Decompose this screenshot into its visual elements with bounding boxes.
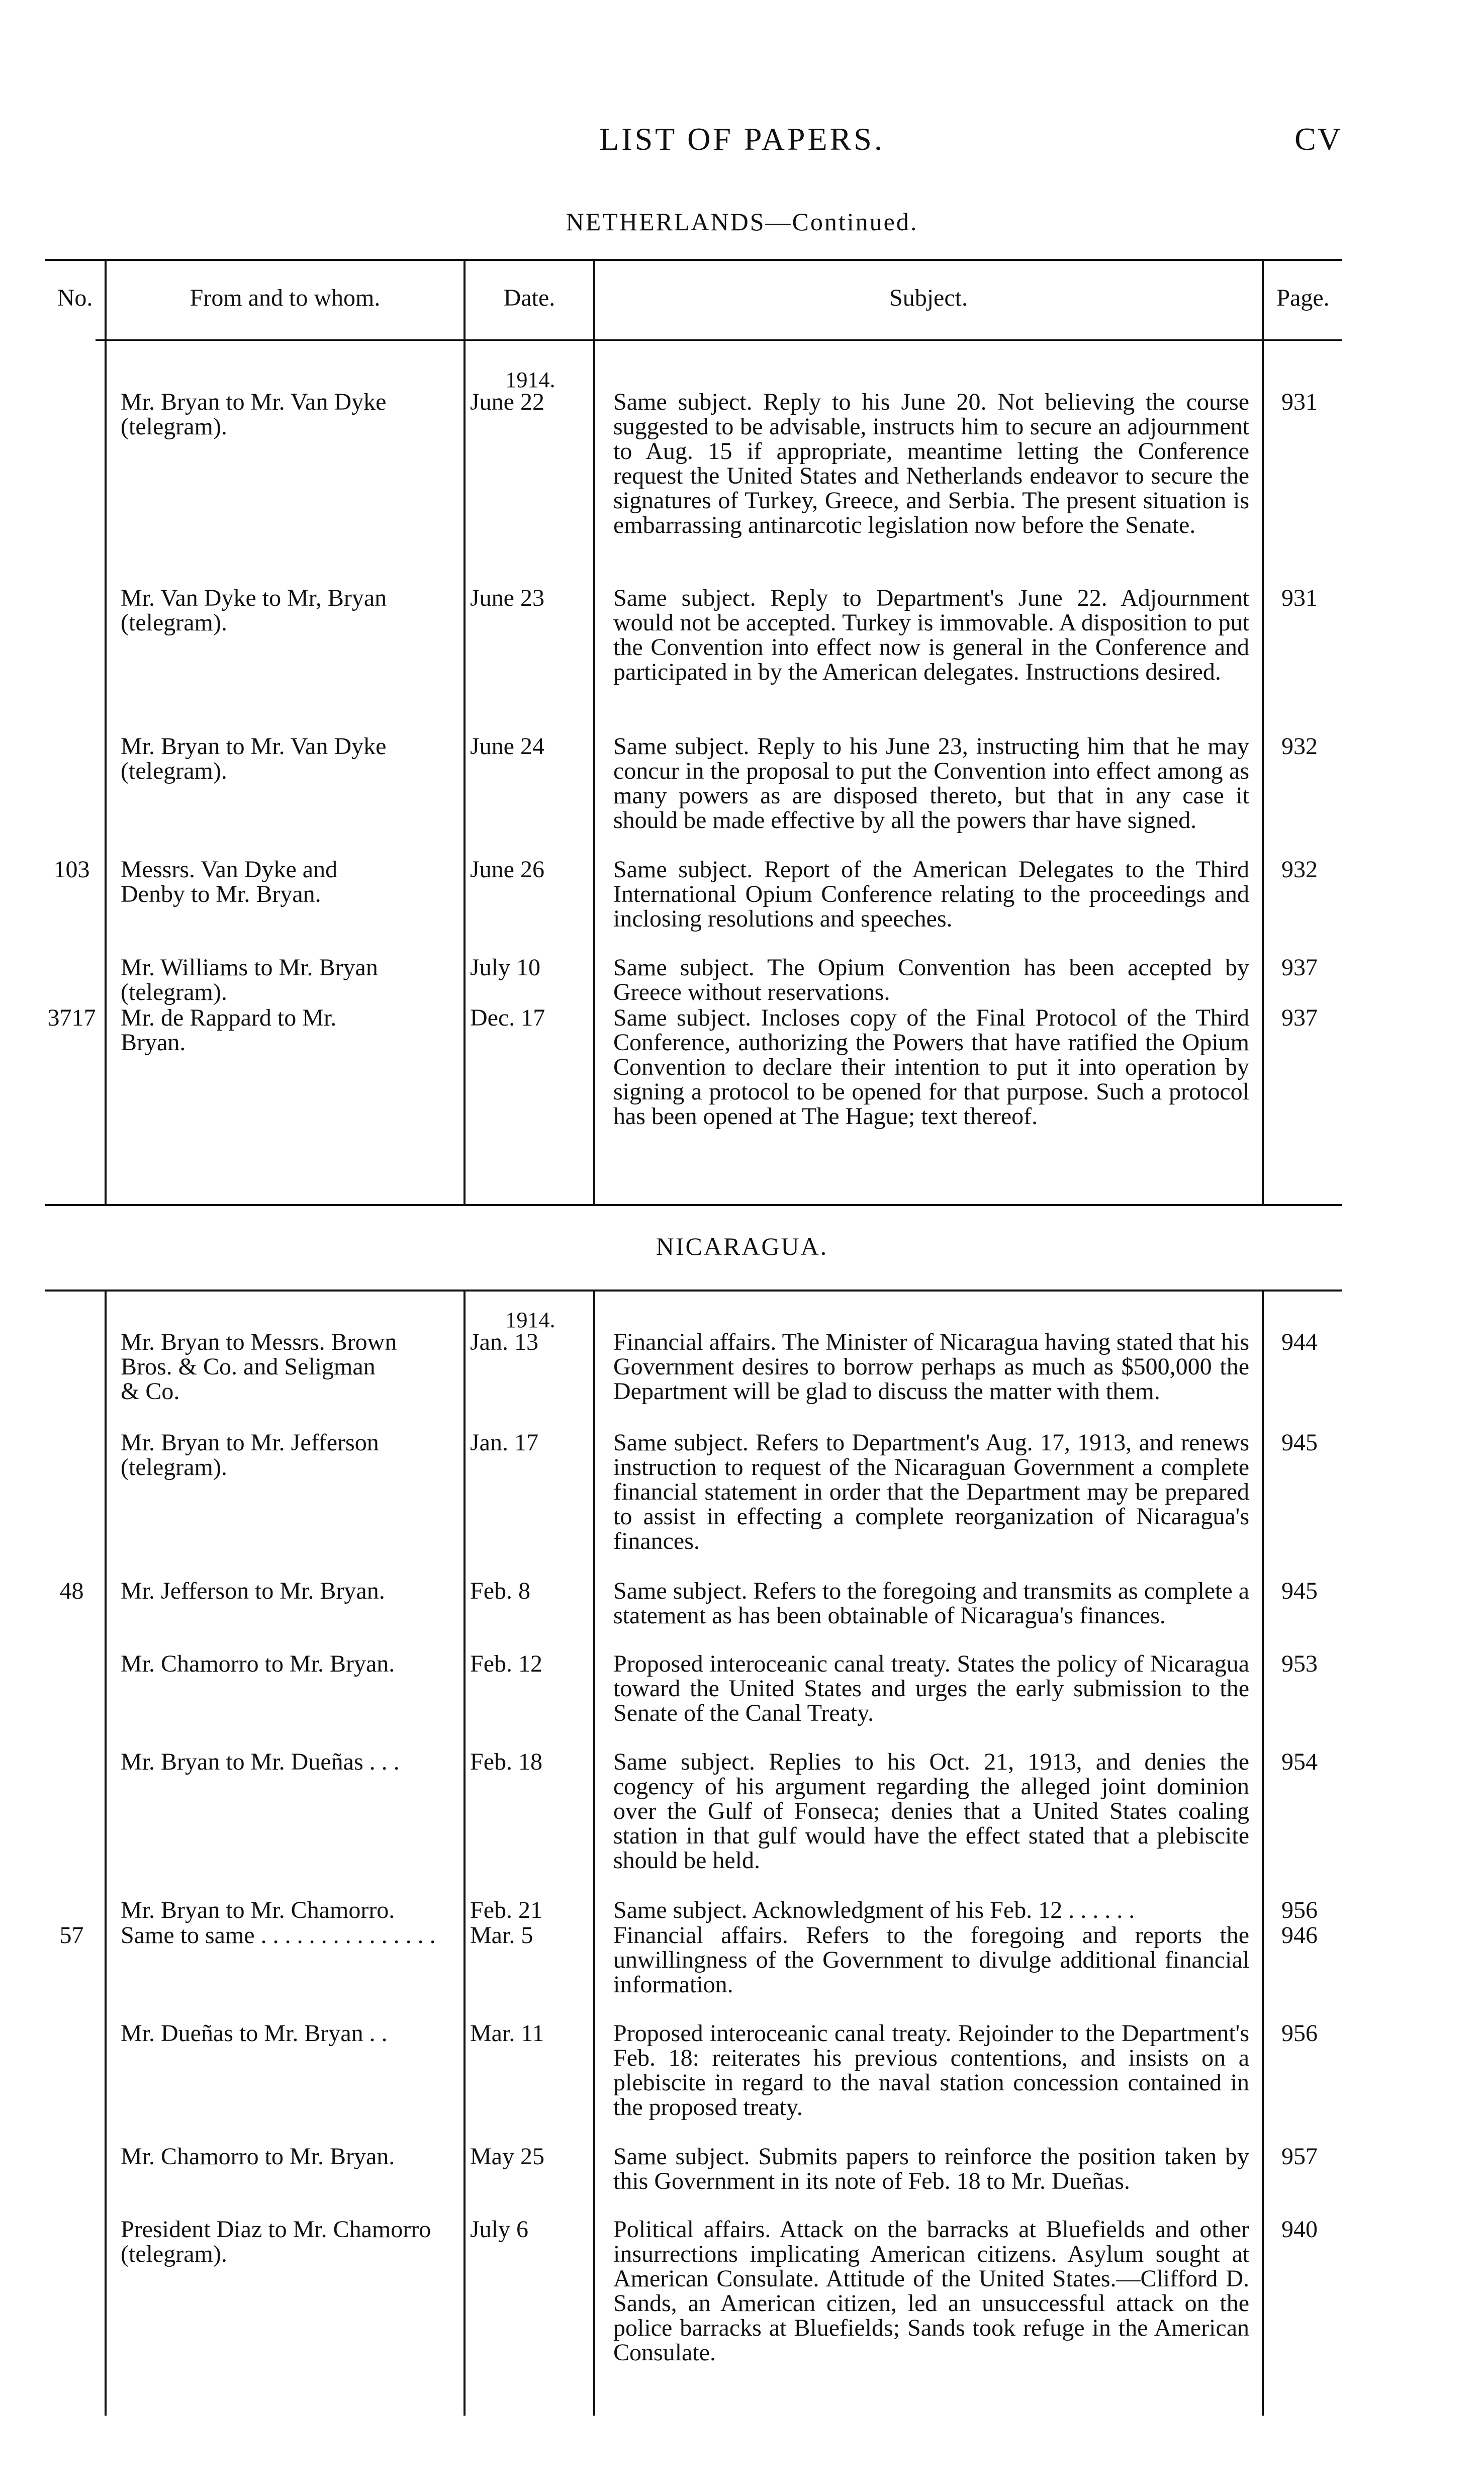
table-top-rule bbox=[45, 259, 1342, 261]
row-from-to: Same to same . . . . . . . . . . . . . . . bbox=[121, 1922, 436, 1949]
row-date: June 23 bbox=[470, 585, 544, 611]
row-number: 57 bbox=[59, 1922, 84, 1949]
row-date: Mar. 5 bbox=[470, 1922, 533, 1949]
row-subject: Same subject. Submits papers to reinforce the position taken by this Government in its note of Feb. 18 to Mr. Dueñas. bbox=[613, 2143, 1249, 2194]
row-date: June 26 bbox=[470, 856, 544, 883]
row-subject: Financial affairs. Refers to the foregoing and reports the unwillingness of the Government to divulge additional financial information. bbox=[613, 1922, 1249, 1998]
row-subject: Same subject. Refers to Department's Aug. 17, 1913, and renews instruction to request of the Nicaraguan Government a complete financial statement in order that the Department may be prepared to assist in effecting a complete reorganization of Nicaragua's finances. bbox=[613, 1429, 1249, 1554]
row-subject: Same subject. Reply to his June 20. Not believing the course suggested to be advisable, instructs him to secure an adjournment to Aug. 15 if appropriate, meantime letting the Conference request the United States and Netherlands endeavor to secure the signatures of Turkey, Greece, and Serbia. The present situation is embarrassing antinarcotic legislation now before the Senate. bbox=[613, 389, 1249, 538]
row-date: July 6 bbox=[470, 2216, 529, 2243]
column-header-from-to: From and to whom. bbox=[190, 285, 381, 311]
column-divider bbox=[105, 261, 107, 1204]
row-from-to: Mr. Bryan to Mr. Jefferson (telegram). bbox=[121, 1429, 379, 1481]
row-page: 932 bbox=[1281, 856, 1318, 883]
row-date: June 24 bbox=[470, 733, 544, 760]
row-page: 931 bbox=[1281, 389, 1318, 415]
row-page: 932 bbox=[1281, 733, 1318, 760]
table-top-rule bbox=[45, 1290, 1342, 1292]
section-heading-netherlands: NETHERLANDS—Continued. bbox=[566, 208, 918, 236]
row-subject: Financial affairs. The Minister of Nicaragua having stated that his Government desires to borrow perhaps as much as $500,000 the Department will be glad to discuss the matter with them. bbox=[613, 1329, 1249, 1405]
row-subject: Same subject. Reply to Department's June 22. Adjournment would not be accepted. Turkey is immovable. A disposition to put the Convention into effect now is general in the Conference and participated in by the American delegates. Instructions desired. bbox=[613, 585, 1249, 685]
row-from-to: Mr. Bryan to Mr. Chamorro. bbox=[121, 1897, 395, 1923]
row-date: Mar. 11 bbox=[470, 2020, 544, 2047]
row-page: 956 bbox=[1281, 1897, 1318, 1923]
row-date: May 25 bbox=[470, 2143, 544, 2170]
page-number: CV bbox=[1294, 121, 1342, 157]
header-rule bbox=[96, 339, 1342, 341]
column-header-subject: Subject. bbox=[889, 285, 968, 311]
row-from-to: Mr. de Rappard to Mr. Bryan. bbox=[121, 1004, 337, 1056]
row-page: 953 bbox=[1281, 1650, 1318, 1677]
row-date: Feb. 21 bbox=[470, 1897, 542, 1923]
column-divider bbox=[463, 261, 466, 1204]
row-subject: Proposed interoceanic canal treaty. States the policy of Nicaragua toward the United States and urges the early submission to the Senate of the Canal Treaty. bbox=[613, 1650, 1249, 1726]
column-header-page: Page. bbox=[1276, 285, 1330, 311]
row-subject: Same subject. Reply to his June 23, instructing him that he may concur in the proposal to put the Convention into effect among as many powers as are disposed thereto, but that in any case it should be made effective by all the powers thar have signed. bbox=[613, 733, 1249, 834]
year-label: 1914. bbox=[505, 367, 555, 392]
row-from-to: Mr. Dueñas to Mr. Bryan . . bbox=[121, 2020, 388, 2047]
row-from-to: Mr. Bryan to Messrs. Brown Bros. & Co. and Seligman & Co. bbox=[121, 1329, 397, 1405]
row-page: 957 bbox=[1281, 2143, 1318, 2170]
row-date: Dec. 17 bbox=[470, 1004, 545, 1031]
row-from-to: Mr. Bryan to Mr. Van Dyke (telegram). bbox=[121, 389, 387, 440]
row-date: June 22 bbox=[470, 389, 544, 415]
row-from-to: Mr. Jefferson to Mr. Bryan. bbox=[121, 1578, 385, 1604]
row-page: 956 bbox=[1281, 2020, 1318, 2047]
row-page: 954 bbox=[1281, 1748, 1318, 1775]
row-date: July 10 bbox=[470, 954, 541, 981]
row-page: 944 bbox=[1281, 1329, 1318, 1355]
row-subject: Proposed interoceanic canal treaty. Rejoinder to the Department's Feb. 18: reiterates his previous contentions, and insists on a plebiscite in regard to the naval station concession contained in the proposed treaty. bbox=[613, 2020, 1249, 2121]
row-number: 103 bbox=[53, 856, 90, 883]
row-page: 945 bbox=[1281, 1578, 1318, 1604]
row-from-to: Mr. Bryan to Mr. Van Dyke (telegram). bbox=[121, 733, 387, 784]
row-date: Feb. 18 bbox=[470, 1748, 542, 1775]
row-subject: Political affairs. Attack on the barracks at Bluefields and other insurrections implicating American citizens. Asylum sought at American Consulate. Attitude of the United States.—Clifford D. Sands, an American citizen, led an unsuccessful attack on the police barracks at Bluefields; Sands took refuge in the American Consulate. bbox=[613, 2216, 1249, 2366]
row-from-to: Mr. Chamorro to Mr. Bryan. bbox=[121, 1650, 395, 1677]
row-from-to: Messrs. Van Dyke and Denby to Mr. Bryan. bbox=[121, 856, 338, 907]
table-bottom-rule bbox=[45, 1204, 1342, 1206]
row-subject: Same subject. The Opium Convention has been accepted by Greece without reservations. bbox=[613, 954, 1249, 1005]
column-divider bbox=[463, 1292, 466, 2416]
row-from-to: Mr. Van Dyke to Mr, Bryan (telegram). bbox=[121, 585, 387, 636]
row-from-to: President Diaz to Mr. Chamorro (telegram). bbox=[121, 2216, 431, 2267]
page-title: LIST OF PAPERS. bbox=[599, 121, 885, 157]
row-subject: Same subject. Replies to his Oct. 21, 1913, and denies the cogency of his argument regarding the alleged joint dominion over the Gulf of Fonseca; denies that a United States coaling station in that gulf would have the effect stated that a plebiscite should be held. bbox=[613, 1748, 1249, 1874]
row-subject: Same subject. Acknowledgment of his Feb. 12 . . . . . . bbox=[613, 1897, 1135, 1923]
row-page: 946 bbox=[1281, 1922, 1318, 1949]
section-heading-nicaragua: NICARAGUA. bbox=[656, 1232, 828, 1260]
row-page: 945 bbox=[1281, 1429, 1318, 1456]
column-divider bbox=[593, 261, 595, 1204]
row-page: 937 bbox=[1281, 1004, 1318, 1031]
row-page: 940 bbox=[1281, 2216, 1318, 2243]
column-header-date: Date. bbox=[503, 285, 555, 311]
row-from-to: Mr. Chamorro to Mr. Bryan. bbox=[121, 2143, 395, 2170]
row-number: 48 bbox=[59, 1578, 84, 1604]
row-date: Feb. 12 bbox=[470, 1650, 542, 1677]
row-date: Feb. 8 bbox=[470, 1578, 530, 1604]
column-header-no: No. bbox=[57, 285, 93, 311]
row-date: Jan. 17 bbox=[470, 1429, 538, 1456]
row-subject: Same subject. Report of the American Delegates to the Third International Opium Conference relating to the proceedings and inclosing resolutions and speeches. bbox=[613, 856, 1249, 932]
row-from-to: Mr. Williams to Mr. Bryan (telegram). bbox=[121, 954, 378, 1005]
column-divider bbox=[105, 1292, 107, 2416]
row-subject: Same subject. Refers to the foregoing and transmits as complete a statement as has been obtainable of Nicaragua's finances. bbox=[613, 1578, 1249, 1629]
year-label: 1914. bbox=[505, 1308, 555, 1332]
row-from-to: Mr. Bryan to Mr. Dueñas . . . bbox=[121, 1748, 400, 1775]
row-page: 931 bbox=[1281, 585, 1318, 611]
row-date: Jan. 13 bbox=[470, 1329, 538, 1355]
row-number: 3717 bbox=[47, 1004, 96, 1031]
row-subject: Same subject. Incloses copy of the Final Protocol of the Third Conference, authorizing the Powers that have ratified the Opium Convention to declare their intention to put it into operation by signing a protocol to be opened for that purpose. Such a protocol has been opened at The Hague; text thereof. bbox=[613, 1004, 1249, 1130]
column-divider bbox=[593, 1292, 595, 2416]
row-page: 937 bbox=[1281, 954, 1318, 981]
column-divider bbox=[1262, 1292, 1264, 2416]
